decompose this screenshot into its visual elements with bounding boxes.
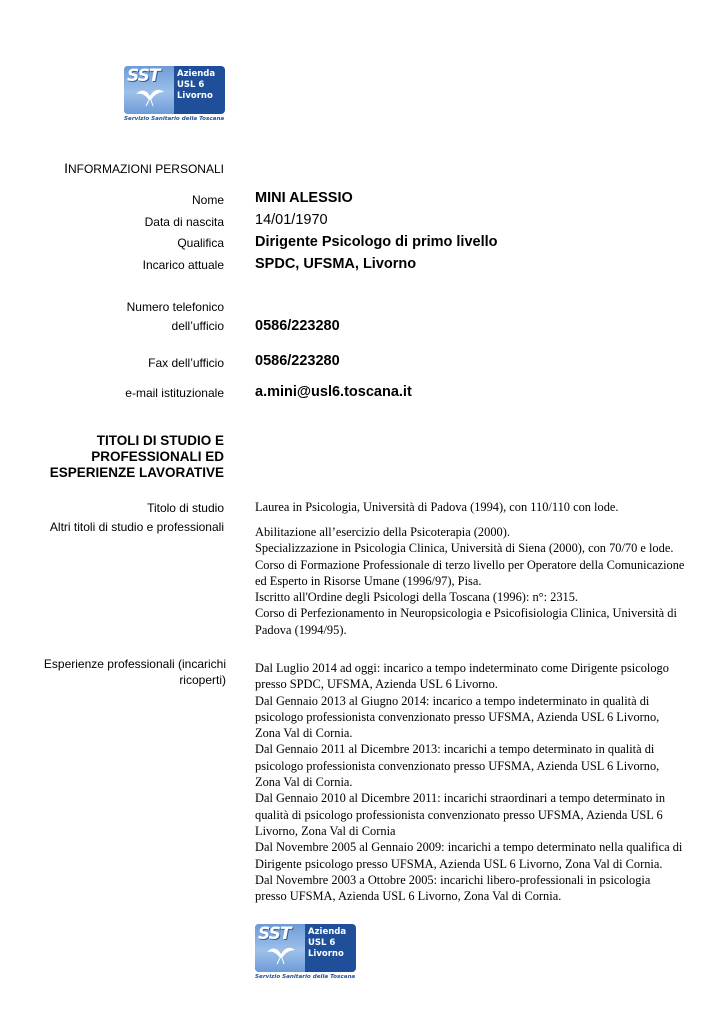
label-nome: Nome xyxy=(191,193,224,207)
list-esperienze xyxy=(255,660,685,904)
list-item: Dal Gennaio 2010 al Dicembre 2011: incarichi straordinari a tempo determinato in qualità di psicologo professionista convenzionato presso UFSMA, Azienda USL 6 Livorno, Zona Val di Cornia xyxy=(255,791,666,838)
logo-subtitle: Servizio Sanitario della Toscana xyxy=(124,116,225,122)
list-item: Dal Novembre 2003 a Ottobre 2005: incarichi libero-professionali in psicologia presso UFSMA, Azienda USL 6 Livorno, Zona Val di Cornia. xyxy=(255,872,651,904)
label-titolo-studio: Titolo di studio xyxy=(147,501,224,515)
value-qualifica: Dirigente Psicologo di primo livello xyxy=(255,234,498,250)
list-item: Iscritto all'Ordine degli Psicologi della Toscana (1996): n°: 2315. xyxy=(255,590,579,605)
list-item: Specializzazione in Psicologia Clinica, Università di Siena (2000), con 70/70 e lode. xyxy=(255,541,674,556)
value-data-nascita: 14/01/1970 xyxy=(255,212,328,228)
value-telefono: 0586/223280 xyxy=(255,318,340,334)
seagull-icon xyxy=(265,942,297,966)
logo-name: Azienda USL 6 Livorno xyxy=(308,927,347,959)
label-incarico: Incarico attuale xyxy=(142,258,224,272)
label-esperienze-line2: ricoperti) xyxy=(179,673,226,687)
section-title-education: TITOLI DI STUDIO E PROFESSIONALI ED ESPERIENZE LAVORATIVE xyxy=(49,433,224,480)
label-esperienze-line1: Esperienze professionali (incarichi xyxy=(43,657,226,671)
value-email: a.mini@usl6.toscana.it xyxy=(255,384,412,400)
list-item: Dal Gennaio 2013 al Giugno 2014: incarico a tempo indeterminato in qualità di psicologo professionista convenzionato presso UFSMA, Azienda USL 6 Livorno, Zona Val di Cornia. xyxy=(255,693,660,741)
list-item: Corso di Perfezionamento in Neuropsicologia e Psicofisiologia Clinica, Università di Padova (1994/95). xyxy=(255,606,677,637)
seagull-icon xyxy=(134,84,166,108)
label-telefono-line1: Numero telefonico xyxy=(126,300,224,314)
label-altri-titoli: Altri titoli di studio e professionali xyxy=(49,520,224,534)
value-incarico: SPDC, UFSMA, Livorno xyxy=(255,256,417,272)
logo-subtitle: Servizio Sanitario della Toscana xyxy=(255,974,356,980)
value-fax: 0586/223280 xyxy=(255,353,340,369)
logo-mark: SST xyxy=(127,66,160,86)
label-telefono-line2: dell’ufficio xyxy=(171,319,224,333)
logo-top xyxy=(124,66,225,130)
value-titolo-studio: Laurea in Psicologia, Università di Padova (1994), con 110/110 con lode. xyxy=(255,500,619,514)
logo-mark: SST xyxy=(258,924,291,944)
list-item: Abilitazione all’esercizio della Psicoterapia (2000). xyxy=(255,525,510,539)
logo-bottom xyxy=(255,924,356,988)
list-item: Corso di Formazione Professionale di terzo livello per Operatore della Comunicazione ed Esperto in Risorse Umane (1996/97), Pisa. xyxy=(255,557,685,588)
value-nome: MINI ALESSIO xyxy=(255,190,353,206)
list-item: Dal Novembre 2005 al Gennaio 2009: incarichi a tempo determinato nella qualifica di Dirigente psicologo presso UFSMA, Azienda USL 6 Livorno, Zona Val di Cornia. xyxy=(255,840,683,871)
list-item: Dal Luglio 2014 ad oggi: incarico a tempo indeterminato come Dirigente psicologo presso SPDC, UFSMA, Azienda USL 6 Livorno. xyxy=(255,661,669,692)
label-fax: Fax dell’ufficio xyxy=(148,356,224,370)
list-item: Dal Gennaio 2011 al Dicembre 2013: incarichi a tempo determinato in qualità di psicologo professionista convenzionato presso UFSMA, Azienda USL 6 Livorno, Zona Val di Cornia. xyxy=(255,742,660,790)
label-qualifica: Qualifica xyxy=(177,236,224,250)
label-email: e-mail istituzionale xyxy=(125,386,224,400)
list-altri-titoli xyxy=(255,524,685,638)
logo-name: Azienda USL 6 Livorno xyxy=(177,69,216,101)
label-data-nascita: Data di nascita xyxy=(144,215,224,229)
section-title-personal-info: INFORMAZIONI PERSONALI xyxy=(64,160,224,176)
